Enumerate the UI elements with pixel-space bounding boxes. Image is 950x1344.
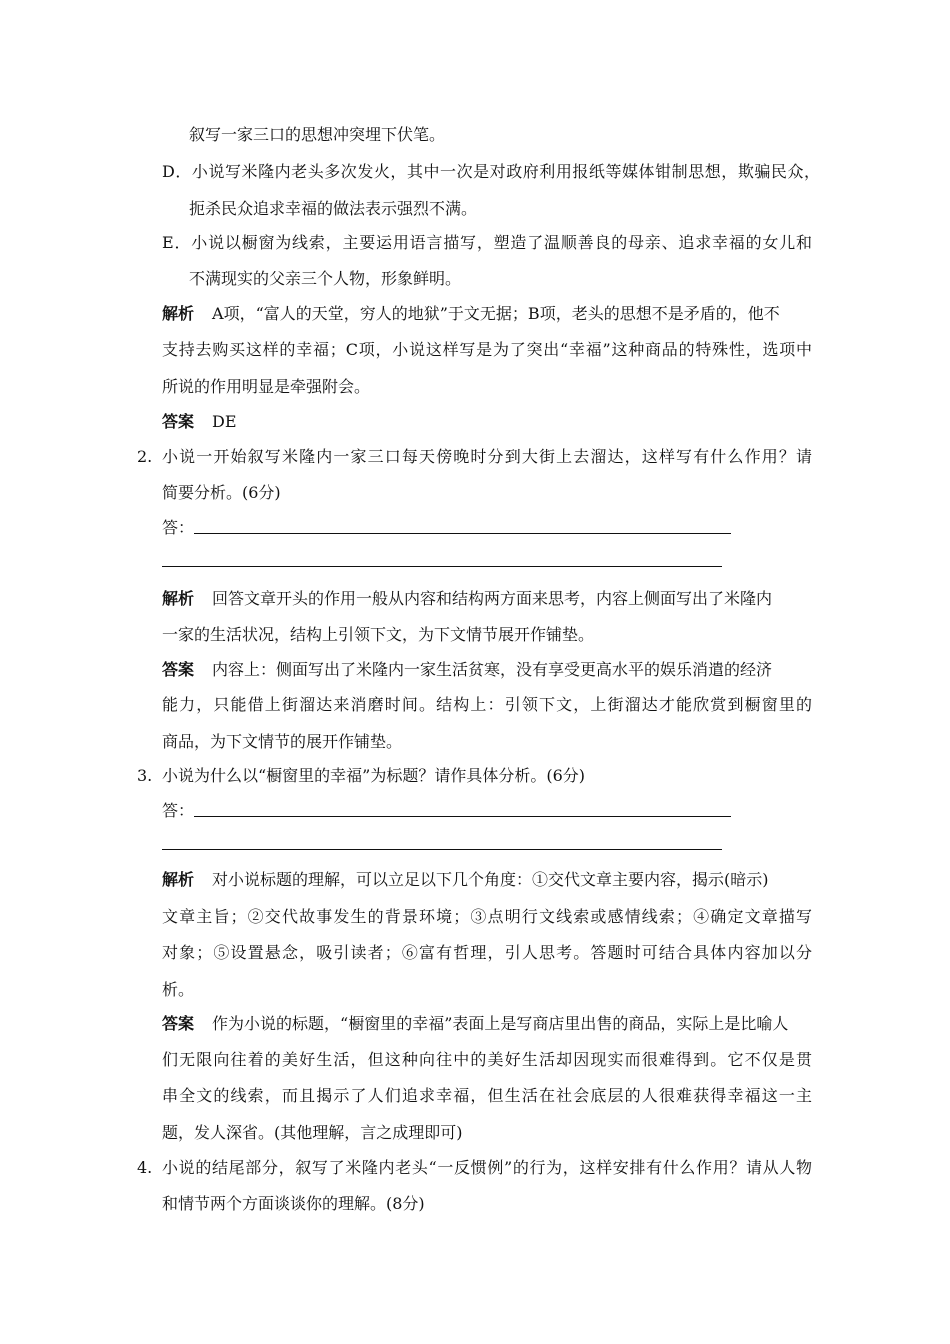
- option-e-line2: 不满现实的父亲三个人物，形象鲜明。: [189, 269, 462, 288]
- q2-answer-line3: 商品，为下文情节的展开作铺垫。: [162, 732, 403, 751]
- q2-answer-line2: 能力，只能借上街溜达来消磨时间。结构上：引领下文，上街溜达才能欣赏到橱窗里的: [162, 695, 812, 714]
- q3-answer-blank-line2[interactable]: [162, 849, 722, 850]
- q3-analysis-text: 对小说标题的理解，可以立足以下几个角度：①交代文章主要内容，揭示(暗示): [212, 870, 769, 889]
- q2-answer-blank-line2[interactable]: [162, 566, 722, 567]
- q2-question-line2: 简要分析。(6分): [162, 483, 281, 502]
- q3-answer-line3: 串全文的线索，而且揭示了人们追求幸福，但生活在社会底层的人很难获得幸福这一主: [162, 1086, 812, 1105]
- option-c-tail: 叙写一家三口的思想冲突埋下伏笔。: [189, 125, 446, 144]
- answer-label: 答案: [162, 412, 195, 431]
- option-d-line2: 扼杀民众追求幸福的做法表示强烈不满。: [189, 199, 478, 218]
- q2-answer-text: 内容上：侧面写出了米隆内一家生活贫寒，没有享受更高水平的娱乐消遣的经济: [212, 660, 773, 679]
- q2-analysis-text: 回答文章开头的作用一般从内容和结构两方面来思考，内容上侧面写出了米隆内: [212, 589, 773, 608]
- q3-analysis-line4: 析。: [162, 980, 195, 999]
- analysis-label: 解析: [162, 589, 195, 608]
- q4-number: 4.: [137, 1158, 153, 1177]
- q3-analysis-line1: [162, 869, 812, 891]
- q2-number: 2.: [137, 447, 153, 466]
- q1-analysis-line2: 支持去购买这样的幸福；C项，小说这样写是为了突出“幸福”这种商品的特殊性，选项中: [162, 340, 812, 359]
- q3-answer-label: 答：: [162, 801, 195, 820]
- q3-answer-line4: 题，发人深省。(其他理解，言之成理即可): [162, 1123, 463, 1142]
- q2-analysis-line2: 一家的生活状况，结构上引领下文，为下文情节展开作铺垫。: [162, 625, 595, 644]
- q3-analysis-line3: 对象；⑤设置悬念，吸引读者；⑥富有哲理，引人思考。答题时可结合具体内容加以分: [162, 943, 812, 962]
- option-d-line1: D．小说写米隆内老头多次发火，其中一次是对政府利用报纸等媒体钳制思想，欺骗民众，: [162, 162, 820, 181]
- q3-answer-blank-line1[interactable]: [194, 816, 731, 817]
- answer-label: 答案: [162, 1014, 195, 1033]
- q2-question-line1: 小说一开始叙写米隆内一家三口每天傍晚时分到大街上去溜达，这样写有什么作用？请: [162, 447, 812, 466]
- q2-answer-label: 答：: [162, 518, 195, 537]
- option-e-line1: E．小说以橱窗为线索，主要运用语言描写，塑造了温顺善良的母亲、追求幸福的女儿和: [162, 233, 812, 252]
- q2-answer-line1: [162, 659, 812, 681]
- q2-answer-blank-line1[interactable]: [194, 533, 731, 534]
- answer-label: 答案: [162, 660, 195, 679]
- q1-answer-text: DE: [212, 412, 237, 431]
- analysis-label: 解析: [162, 304, 195, 323]
- q2-analysis-line1: [162, 588, 812, 610]
- q3-answer-line1: [162, 1013, 812, 1035]
- q3-analysis-line2: 文章主旨；②交代故事发生的背景环境；③点明行文线索或感情线索；④确定文章描写: [162, 907, 812, 926]
- q4-question-line2: 和情节两个方面谈谈你的理解。(8分): [162, 1194, 425, 1213]
- q1-answer: [162, 411, 237, 433]
- q3-number: 3.: [137, 766, 153, 785]
- q3-answer-line2: 们无限向往着的美好生活，但这种向往中的美好生活却因现实而很难得到。它不仅是贯: [162, 1050, 812, 1069]
- q3-answer-text: 作为小说的标题，“橱窗里的幸福”表面上是写商店里出售的商品，实际上是比喻人: [212, 1014, 789, 1033]
- q3-question: 小说为什么以“橱窗里的幸福”为标题？请作具体分析。(6分): [162, 766, 586, 785]
- q1-analysis-text: A项，“富人的天堂，穷人的地狱”于文无据；B项，老头的思想不是矛盾的，他不: [212, 304, 780, 323]
- q1-analysis-line1: [162, 303, 812, 325]
- q1-analysis-line3: 所说的作用明显是牵强附会。: [162, 377, 371, 396]
- analysis-label: 解析: [162, 870, 195, 889]
- q4-question-line1: 小说的结尾部分，叙写了米隆内老头“一反惯例”的行为，这样安排有什么作用？请从人物: [162, 1158, 812, 1177]
